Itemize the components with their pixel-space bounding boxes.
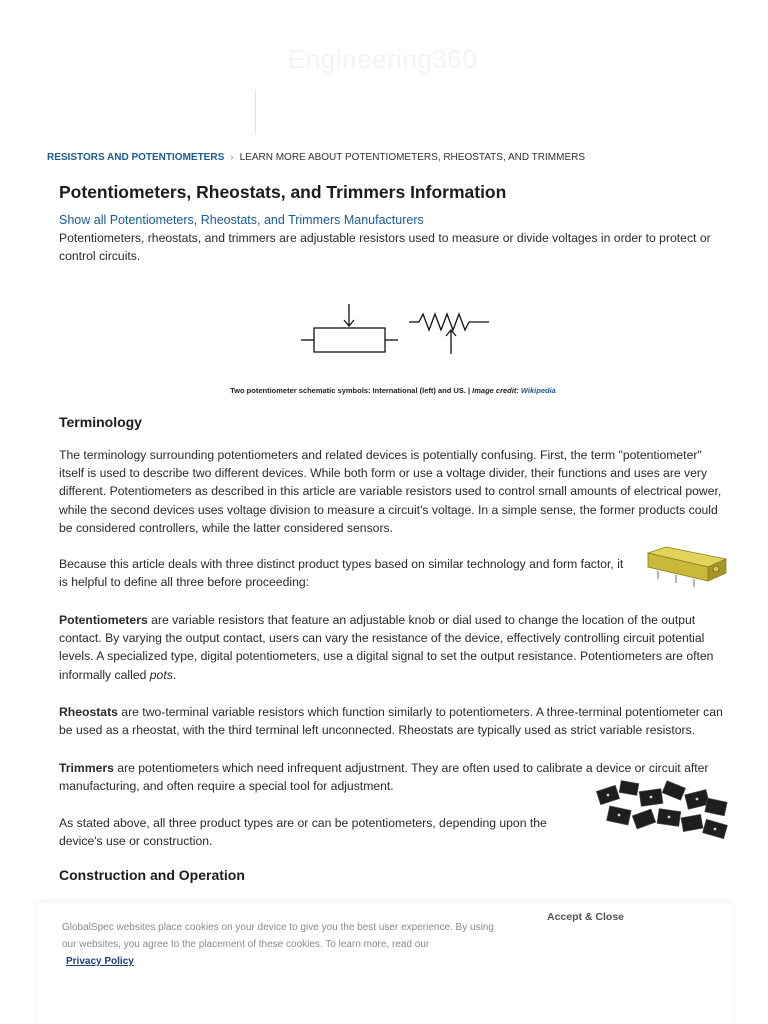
- trimmers-text: are potentiometers which need infrequent adjustment. They are often used to calibrate a device or circuit after manufacturing, and often require a special tool for adjustment.: [59, 761, 709, 794]
- figure-caption: [59, 386, 727, 395]
- stated-above-paragraph: As stated above, all three product types are or can be potentiometers, depending upon the device's use or construction.: [59, 816, 547, 849]
- potentiometers-term: Potentiometers: [59, 613, 148, 627]
- rheostats-definition: [59, 703, 727, 739]
- construction-heading: Construction and Operation: [59, 867, 245, 883]
- digital-potentiometer-chips-image: [594, 780, 732, 847]
- trimmer-potentiometer-icon: [642, 545, 732, 595]
- cookie-text: [62, 919, 502, 970]
- rheostats-term: Rheostats: [59, 705, 118, 719]
- caption-credit-label: Image credit:: [472, 386, 521, 395]
- intro-paragraph: Potentiometers, rheostats, and trimmers are adjustable resistors used to measure or divide voltages in order to protect or control circuits.: [59, 231, 711, 264]
- potentiometers-text: are variable resistors that feature an adjustable knob or dial used to change the location of the output contact. By varying the output contact, users can vary the resistance of the device, effectively controlling circuit potential levels. A specialized type, digital potentiometers, use a digital signal to set the output resistance. Potentiometers are often informally called: [59, 613, 714, 682]
- page-title: Potentiometers, Rheostats, and Trimmers Information: [59, 182, 507, 202]
- terminology-heading: Terminology: [59, 414, 142, 430]
- article-content: [59, 180, 727, 883]
- cookie-banner: [37, 903, 733, 1024]
- terminology-paragraph-2: Because this article deals with three distinct product types based on similar technology and form factor, it is helpful to define all three before proceeding:: [59, 557, 624, 590]
- pots-italic: pots: [149, 667, 173, 682]
- breadcrumb-separator: ›: [230, 152, 234, 163]
- ic-chips-icon: [594, 780, 732, 842]
- potentiometers-text-end: .: [172, 667, 177, 682]
- cookie-message: GlobalSpec websites place cookies on your device to give you the best user experience. By using our websites, you agree to the placement of these cookies. To learn more, read our: [62, 922, 494, 950]
- site-header: [0, 0, 768, 140]
- potentiometers-definition: [59, 611, 719, 684]
- terminology-paragraph-1: The terminology surrounding potentiometers and related devices is potentially confusing. First, the term "potentiometer" itself is used to describe two different devices. While both form or use a voltage divider, their functions and uses are very different. Potentiometers as described in this article are variable resistors used to control small amounts of electrical power, while the second devices uses voltage division to measure a circuit's voltage. In a simple sense, the former products could be considered controllers, while the latter considered sensors.: [59, 448, 722, 535]
- potentiometer-schematic-icon: [299, 296, 499, 358]
- breadcrumb-link-resistors[interactable]: RESISTORS AND POTENTIOMETERS: [47, 152, 225, 163]
- site-logo[interactable]: Engineering360: [288, 44, 478, 74]
- rheostats-text: are two-terminal variable resistors which function similarly to potentiometers. A three-terminal potentiometer can be used as a rheostat, with the third terminal left unconnected. Rheostats are typically used as strict variable resistors.: [59, 705, 723, 738]
- schematic-figure: [59, 296, 727, 406]
- header-divider: [255, 90, 256, 134]
- caption-text: Two potentiometer schematic symbols: International (left) and US. |: [230, 386, 473, 395]
- trimmers-term: Trimmers: [59, 761, 114, 775]
- trimmer-image: [642, 545, 732, 600]
- wikipedia-link[interactable]: Wikipedia: [520, 386, 556, 395]
- accept-close-button[interactable]: Accept & Close: [547, 911, 625, 923]
- privacy-policy-link[interactable]: Privacy Policy: [66, 956, 134, 967]
- breadcrumb-current: LEARN MORE ABOUT POTENTIOMETERS, RHEOSTATS, AND TRIMMERS: [239, 152, 586, 163]
- breadcrumb: [47, 152, 585, 163]
- manufacturers-link[interactable]: Show all Potentiometers, Rheostats, and Trimmers Manufacturers: [59, 213, 424, 227]
